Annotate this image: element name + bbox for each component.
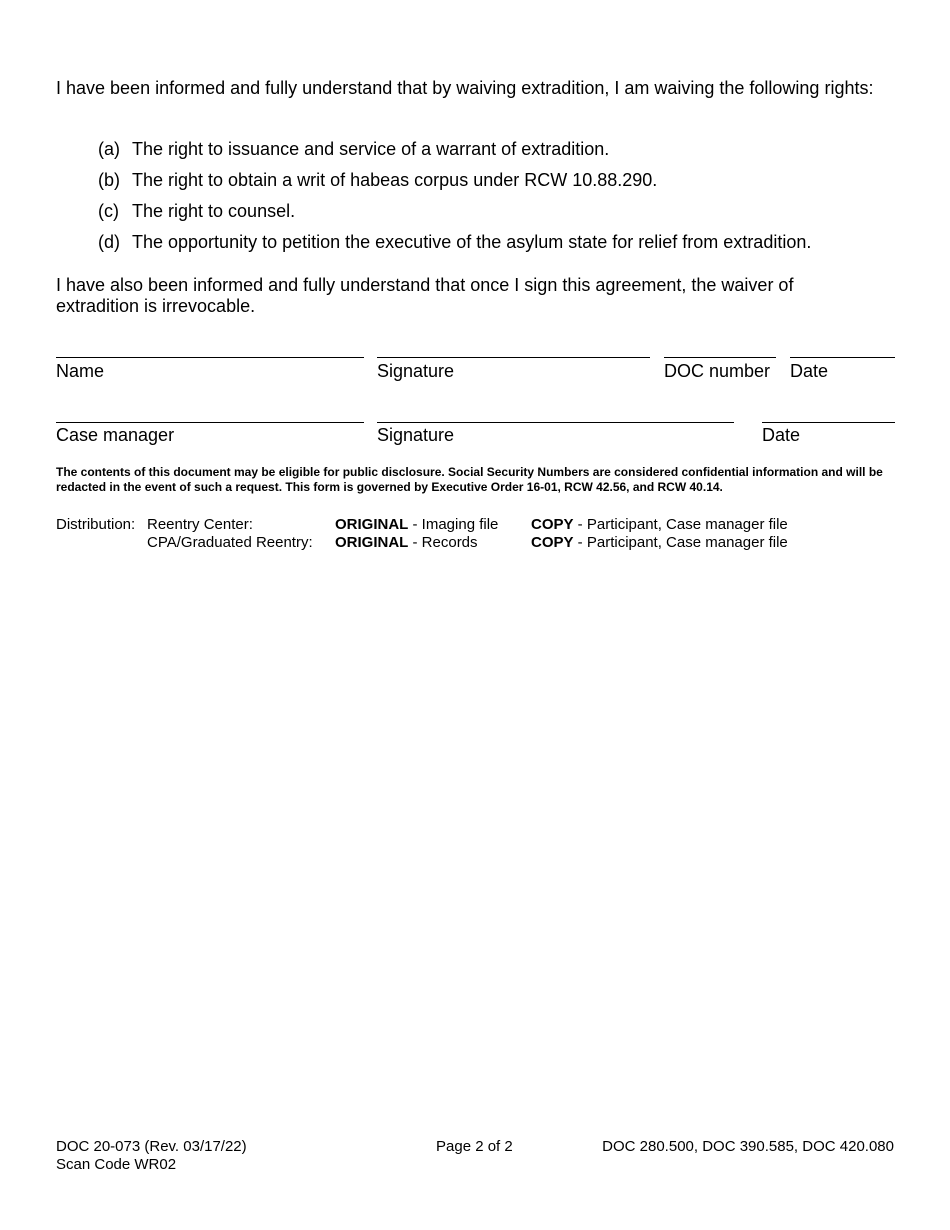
list-item-letter: (c) <box>98 201 119 221</box>
list-item-text: The right to counsel. <box>132 201 296 221</box>
list-item <box>98 201 898 232</box>
list-item <box>98 139 898 170</box>
list-item-text: The right to obtain a writ of habeas corpus under RCW 10.88.290. <box>132 170 658 190</box>
date-label: Date <box>790 361 829 381</box>
distribution-recipient: CPA/Graduated Reentry: <box>147 534 313 551</box>
form-number: DOC 20-073 (Rev. 03/17/22) <box>56 1138 247 1155</box>
disclosure-notice: The contents of this document may be eligible for public disclosure. Social Security Numbers are considered confidential information and will be redacted in the event of such a request. This form is governed by Executive Order 16-01, RCW 42.56, and RCW 40.14. <box>56 465 883 494</box>
intro-paragraph: I have been informed and fully understand that by waiving extradition, I am waiving the following rights: <box>56 78 874 98</box>
doc-number-label: DOC number <box>664 361 771 381</box>
case-manager-date-line[interactable] <box>762 422 895 423</box>
list-item-letter: (b) <box>98 170 120 190</box>
distribution-recipient: Reentry Center: <box>147 516 253 533</box>
copy-label: COPY <box>531 534 574 551</box>
original-text: - Imaging file <box>408 516 499 533</box>
copy-text: - Participant, Case manager file <box>573 534 788 551</box>
rights-list <box>98 139 898 263</box>
copy-label: COPY <box>531 516 574 533</box>
distribution-label: Distribution: <box>56 516 136 533</box>
signature-line[interactable] <box>377 357 650 358</box>
name-label: Name <box>56 361 105 381</box>
case-manager-signature-line[interactable] <box>377 422 734 423</box>
name-signature-line[interactable] <box>56 357 364 358</box>
distribution-original <box>335 534 478 552</box>
doc-number-line[interactable] <box>664 357 776 358</box>
list-item-text: The right to issuance and service of a warrant of extradition. <box>132 139 610 159</box>
copy-text: - Participant, Case manager file <box>573 516 788 533</box>
scan-code: Scan Code WR02 <box>56 1156 177 1173</box>
original-text: - Records <box>408 534 478 551</box>
list-item-letter: (d) <box>98 232 120 252</box>
case-manager-line[interactable] <box>56 422 364 423</box>
list-item <box>98 232 898 263</box>
case-manager-label: Case manager <box>56 425 175 445</box>
list-item <box>98 170 898 201</box>
signature-label: Signature <box>377 361 455 381</box>
page-number: Page 2 of 2 <box>436 1138 513 1155</box>
original-label: ORIGINAL <box>335 534 409 551</box>
original-label: ORIGINAL <box>335 516 409 533</box>
date-line[interactable] <box>790 357 895 358</box>
list-item-text: The opportunity to petition the executive of the asylum state for relief from extradition. <box>132 232 812 252</box>
irrevocable-paragraph: I have also been informed and fully understand that once I sign this agreement, the waiver of extradition is irrevocable. <box>56 275 794 316</box>
policy-references: DOC 280.500, DOC 390.585, DOC 420.080 <box>602 1138 894 1155</box>
distribution-copy <box>531 534 788 552</box>
distribution-original <box>335 516 498 534</box>
case-manager-date-label: Date <box>762 425 801 445</box>
list-item-letter: (a) <box>98 139 120 159</box>
case-manager-signature-label: Signature <box>377 425 455 445</box>
distribution-copy <box>531 516 788 534</box>
